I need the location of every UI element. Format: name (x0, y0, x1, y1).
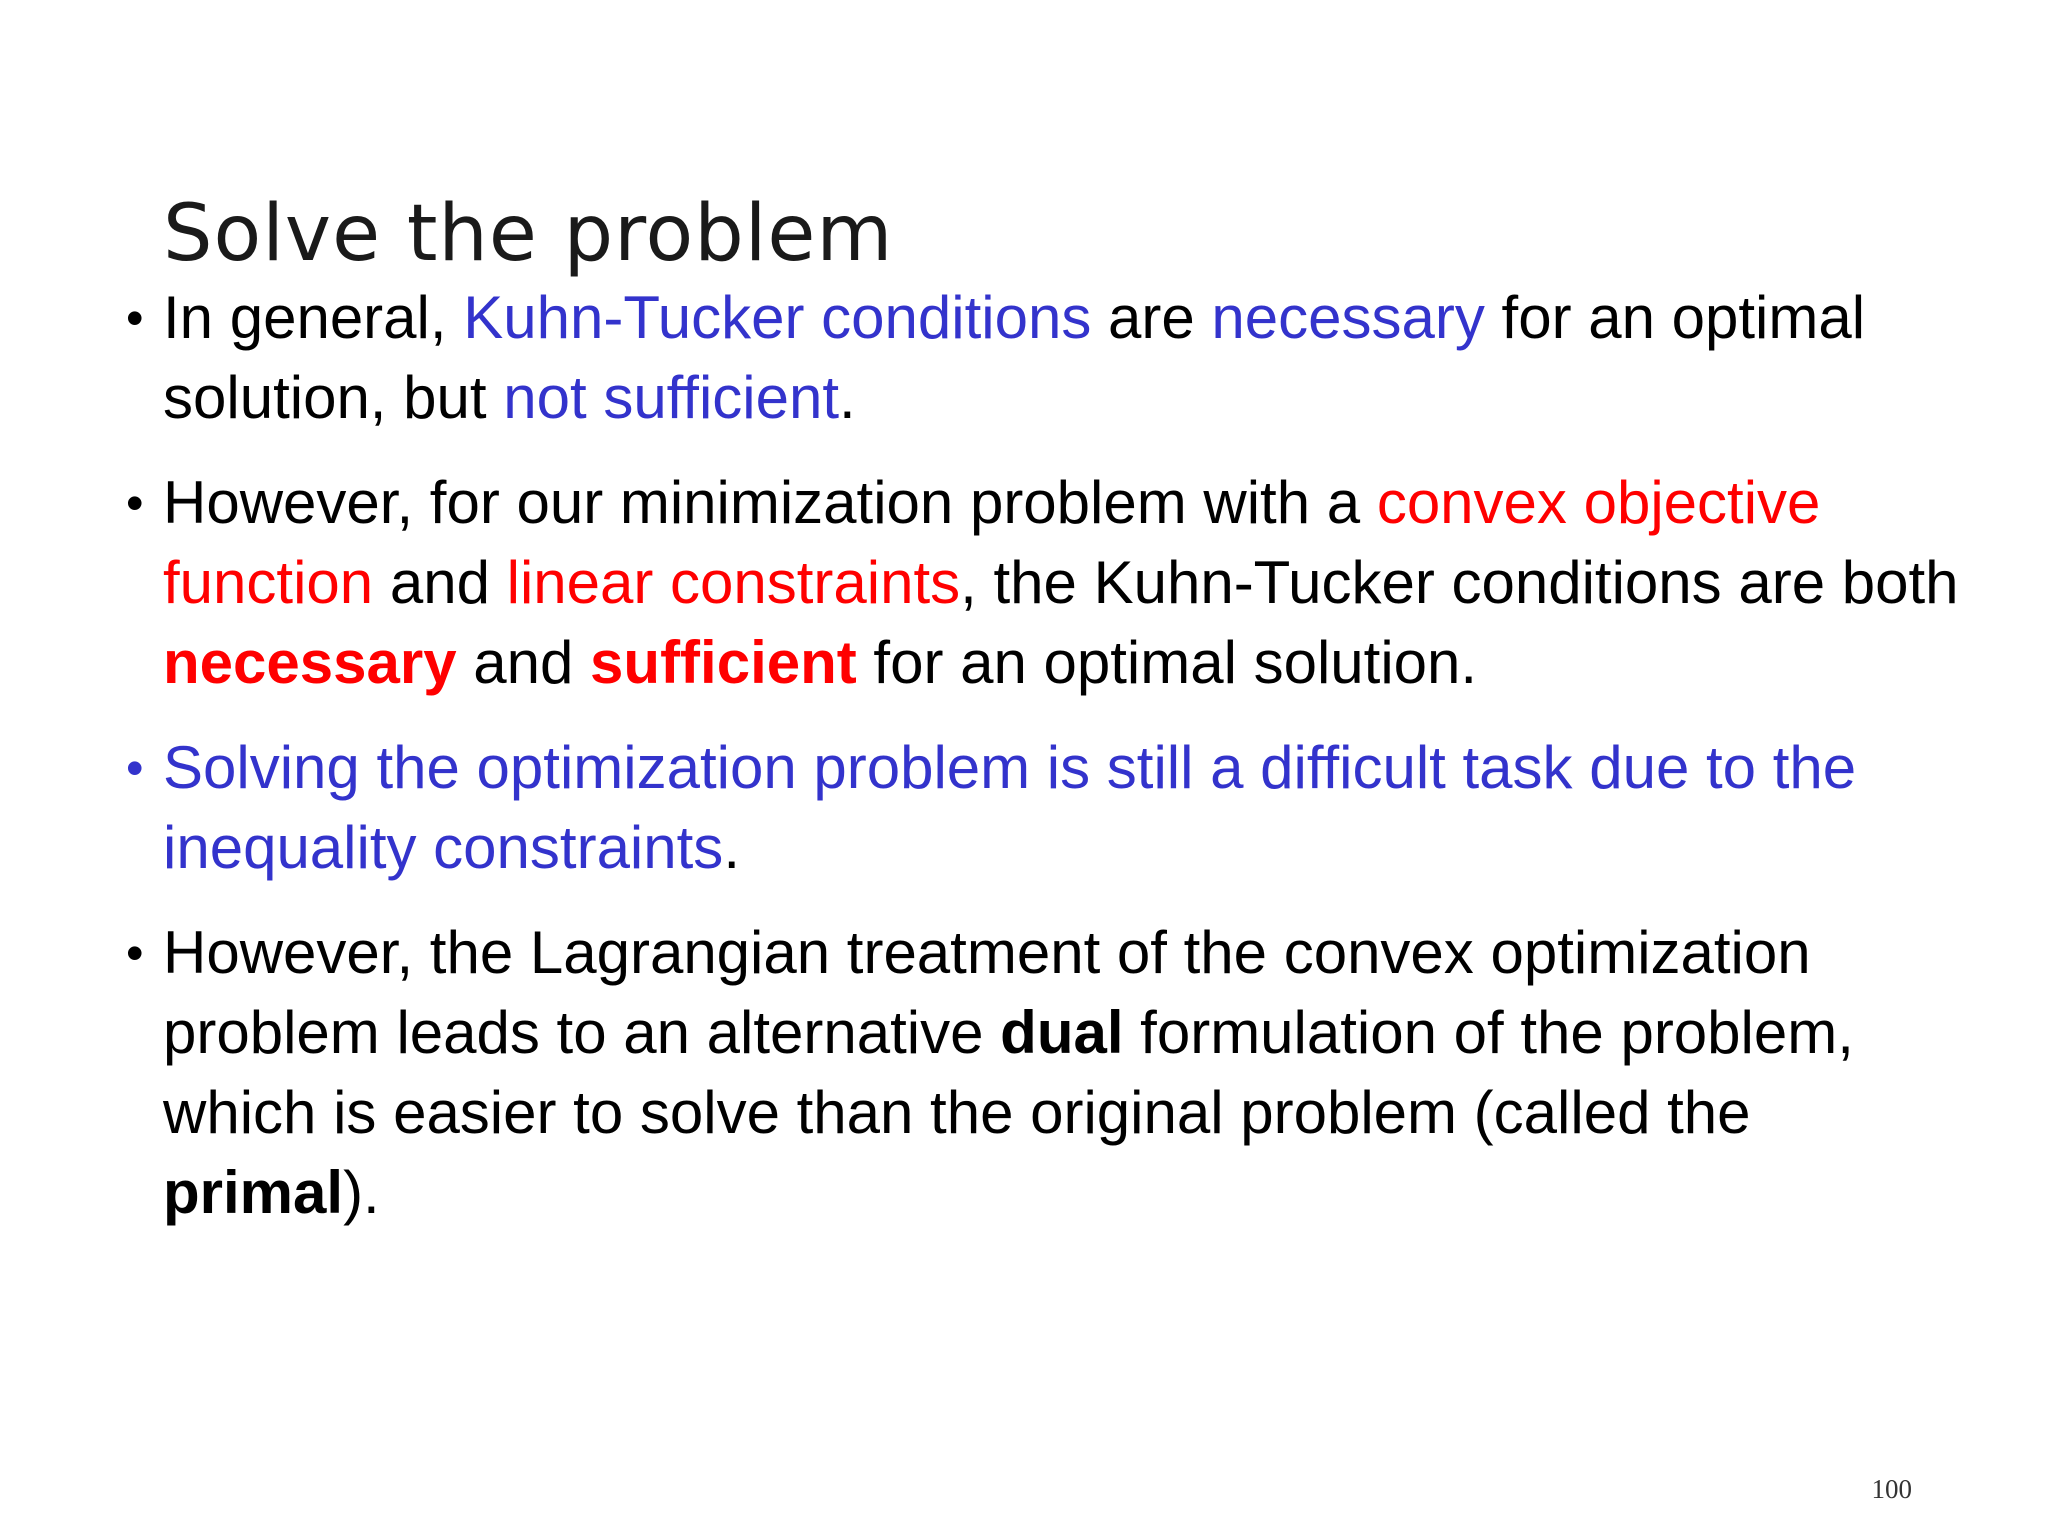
bullet-dot-icon: • (126, 475, 144, 531)
text-run: sufficient (590, 629, 857, 696)
bullet-dot-icon: • (126, 925, 144, 981)
bullet-text (163, 919, 1854, 1226)
text-run: and (373, 549, 507, 616)
text-run: Solving the optimization problem is still a difficult task due to the inequality constraints (163, 734, 1857, 881)
text-run: formulation of the problem, which is easier to solve than the original problem (called the (163, 999, 1854, 1146)
bullet-text (163, 469, 1959, 696)
bullet-dot-icon: • (126, 740, 144, 796)
text-run: Kuhn-Tucker conditions (463, 284, 1092, 351)
bullet-text (163, 284, 1865, 431)
page-number: 100 (1871, 1474, 1912, 1504)
text-run: dual (1000, 999, 1124, 1066)
text-run: . (839, 364, 856, 431)
text-run: are (1091, 284, 1212, 351)
text-run: , the Kuhn-Tucker conditions are both (960, 549, 1959, 616)
text-run: for an optimal solution. (856, 629, 1478, 696)
text-run: ). (343, 1159, 380, 1226)
bullet-item (126, 913, 1963, 1233)
slide-title: Solve the problem (163, 189, 894, 279)
bullet-text (163, 734, 1856, 881)
text-run: and (456, 629, 591, 696)
text-run: In general, (163, 284, 464, 351)
text-run: convex objective function (163, 469, 1821, 616)
bullet-item (126, 463, 1963, 703)
bullet-item (126, 728, 1963, 888)
bullet-dot-icon: • (126, 290, 144, 346)
text-run: for an optimal solution, but (163, 284, 1866, 431)
text-run: necessary (1211, 284, 1485, 351)
bullet-list (126, 278, 1963, 1258)
text-run: linear constraints (506, 549, 961, 616)
text-run: primal (163, 1159, 344, 1226)
text-run: necessary (163, 629, 457, 696)
text-run: not sufficient (503, 364, 840, 431)
text-run: . (723, 814, 740, 881)
bullet-item (126, 278, 1963, 438)
text-run: However, for our minimization problem with a (163, 469, 1377, 536)
text-run: However, the Lagrangian treatment of the convex optimization problem leads to an alternative (163, 919, 1811, 1066)
